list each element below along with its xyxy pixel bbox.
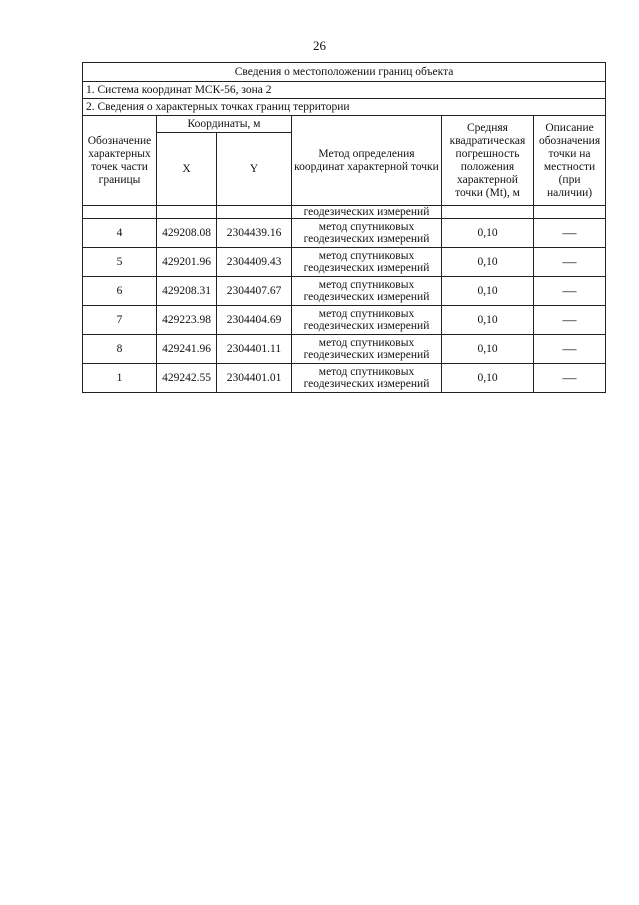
section1-row	[83, 82, 606, 99]
boundary-points-table	[82, 62, 606, 393]
method-line-2: геодезических измерений	[303, 291, 430, 303]
method-cell	[292, 364, 442, 393]
continued-row	[83, 206, 606, 219]
points-info-label: 2. Сведения о характерных точках границ территории	[83, 99, 606, 116]
coord-x: 429201.96	[157, 248, 217, 277]
table-body	[83, 63, 606, 393]
page-number: 26	[313, 38, 326, 53]
method-cell	[292, 248, 442, 277]
point-number: 4	[83, 219, 157, 248]
continued-method: геодезических измерений	[292, 206, 442, 219]
method-line-1: метод спутниковых	[318, 365, 415, 378]
header-x: X	[157, 133, 217, 206]
method-line-1: метод спутниковых	[318, 336, 415, 349]
coord-y: 2304407.67	[217, 277, 292, 306]
method-line-2: геодезических измерений	[303, 349, 430, 361]
point-number: 7	[83, 306, 157, 335]
table-title: Сведения о местоположении границ объекта	[83, 63, 606, 82]
method-line-2: геодезических измерений	[303, 320, 430, 332]
error-value: 0,10	[442, 248, 534, 277]
method-line-1: метод спутниковых	[318, 249, 415, 262]
header-row-1	[83, 116, 606, 133]
continued-desc	[534, 206, 606, 219]
error-value: 0,10	[442, 219, 534, 248]
description-value: —	[534, 248, 606, 277]
continued-y	[217, 206, 292, 219]
description-value: —	[534, 335, 606, 364]
table-row	[83, 335, 606, 364]
coord-x: 429208.08	[157, 219, 217, 248]
coord-y: 2304409.43	[217, 248, 292, 277]
method-line-2: геодезических измерений	[303, 233, 430, 245]
error-value: 0,10	[442, 277, 534, 306]
coord-y: 2304439.16	[217, 219, 292, 248]
method-cell	[292, 306, 442, 335]
header-method: Метод определения координат характерной точки	[292, 116, 442, 206]
coord-y: 2304401.01	[217, 364, 292, 393]
method-cell	[292, 277, 442, 306]
coord-x: 429208.31	[157, 277, 217, 306]
point-number: 6	[83, 277, 157, 306]
continued-error	[442, 206, 534, 219]
table-row	[83, 306, 606, 335]
table-row	[83, 248, 606, 277]
method-cell	[292, 219, 442, 248]
description-value: —	[534, 277, 606, 306]
header-error: Средняя квадратическая погрешность положения характерной точки (Mt), м	[442, 116, 534, 206]
point-number: 8	[83, 335, 157, 364]
error-value: 0,10	[442, 364, 534, 393]
description-value: —	[534, 306, 606, 335]
coord-y: 2304404.69	[217, 306, 292, 335]
method-line-2: геодезических измерений	[303, 378, 430, 390]
description-value: —	[534, 364, 606, 393]
coord-x: 429241.96	[157, 335, 217, 364]
title-row	[83, 63, 606, 82]
method-line-2: геодезических измерений	[303, 262, 430, 274]
header-y: Y	[217, 133, 292, 206]
header-description: Описание обозначения точки на местности (при наличии)	[534, 116, 606, 206]
error-value: 0,10	[442, 306, 534, 335]
table-row	[83, 364, 606, 393]
header-coordinates: Координаты, м	[157, 116, 292, 133]
coord-x: 429223.98	[157, 306, 217, 335]
section2-row	[83, 99, 606, 116]
table-row	[83, 277, 606, 306]
error-value: 0,10	[442, 335, 534, 364]
continued-x	[157, 206, 217, 219]
coordinate-system-label: 1. Система координат МСК-56, зона 2	[83, 82, 606, 99]
coord-y: 2304401.11	[217, 335, 292, 364]
method-cell	[292, 335, 442, 364]
table-row	[83, 219, 606, 248]
coord-x: 429242.55	[157, 364, 217, 393]
method-line-1: метод спутниковых	[318, 220, 415, 233]
continued-num	[83, 206, 157, 219]
point-number: 5	[83, 248, 157, 277]
description-value: —	[534, 219, 606, 248]
method-line-1: метод спутниковых	[318, 278, 415, 291]
header-point-designation: Обозначение характерных точек части границы	[83, 116, 157, 206]
method-line-1: метод спутниковых	[318, 307, 415, 320]
point-number: 1	[83, 364, 157, 393]
